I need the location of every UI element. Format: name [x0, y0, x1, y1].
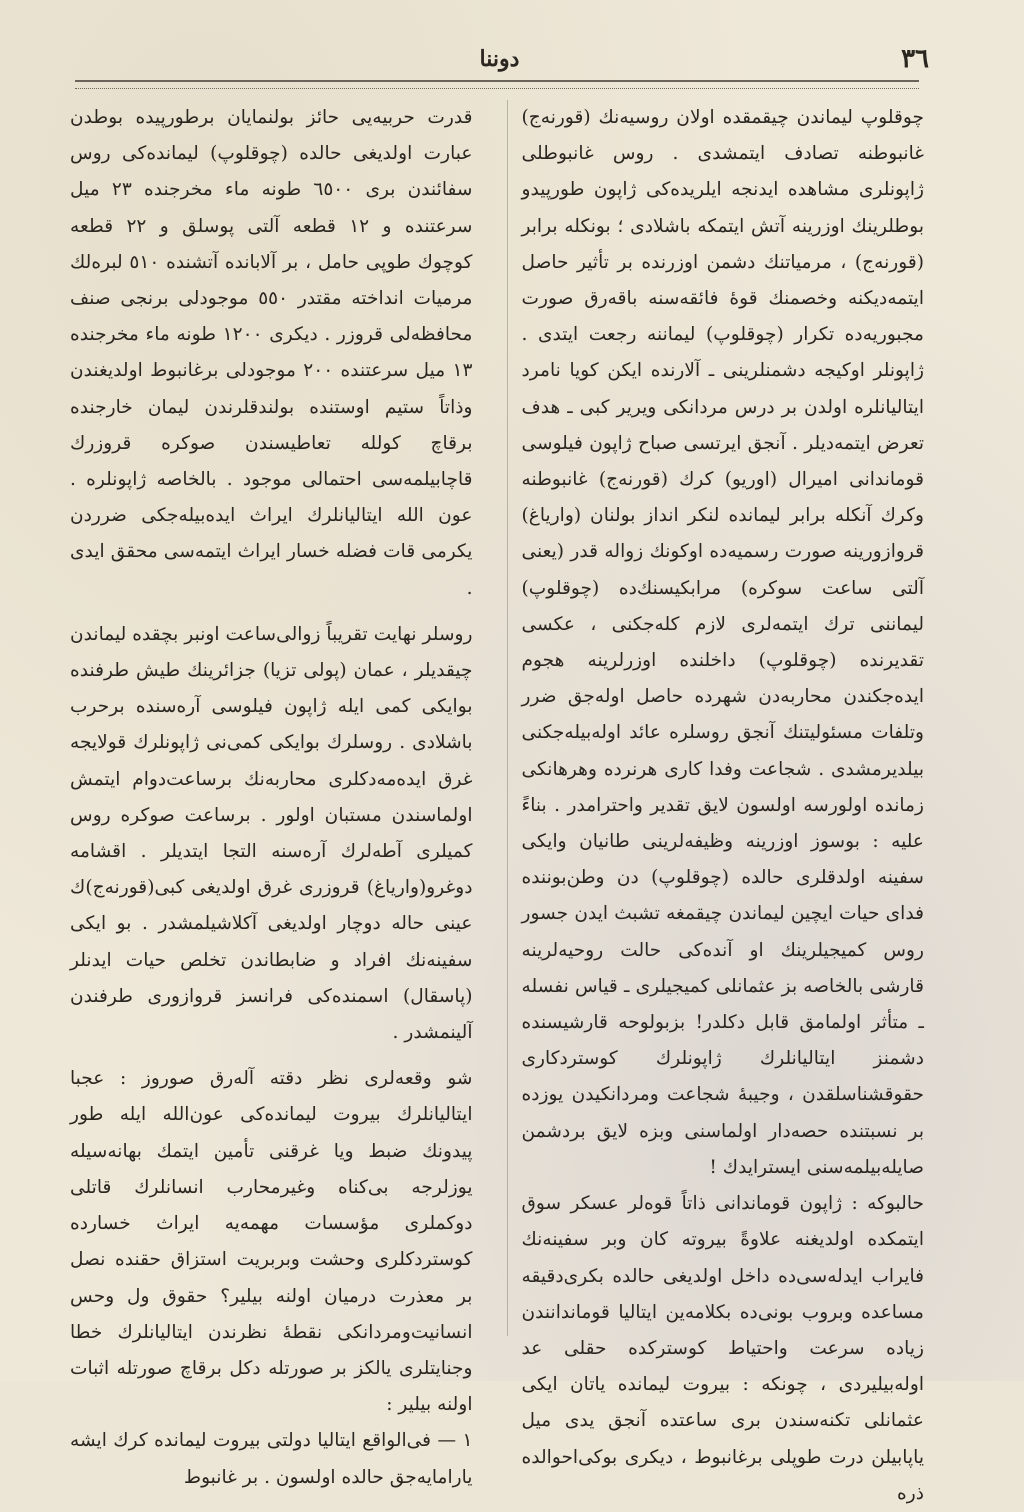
paragraph: ١ — فی‌الواقع ایتالیا دولتی بیروت لیمانده كرك ایشه یارامایه‌جق حالده اولسون . بر غانبوط — [70, 1430, 473, 1488]
running-title: دوننا — [479, 46, 520, 72]
right-column — [507, 100, 925, 1504]
paragraph: چوقلوپ لیماندن چیقمقده اولان روسیه‌نك (قورنه‌ج) غانبوطنه تصادف ایتمشدی . روس غانبوطلی ژاپونلری مشاهده ایدنجه ایلریده‌كی ژاپون طورپیدو بوطلرینك اوزرینه آتش ایتمكه باشلادی ؛ بونكله برابر (قورنه‌ج) ، مرمیاتنك دشمن اوزرنده بر تأثیر حاصل ایتمه‌دیكنه وخصمنك قوهٔ فائقه‌سنه باقه‌رق صورت مجبوریه‌ده تكرار (چوقلوپ) لیماننه رجعت ایتدی . ژاپونلر اوكیجه دشمنلرینی ـ آلارنده ایكن كویا نامرد ایتالیانلره اولدن بر درس مردانكی ویریر كبی ـ هدف تعرض ایتمه‌دیلر . آنجق ایرتسی صباح ژاپون فیلوسی قوماندانی امیرال (اوریو) كرك (قورنه‌ج) غانبوطنه وكرك آنكله برابر لیمانده لنكر انداز بولنان (واریاغ) قروازورینه صورت رسمیه‌ده اوكونك زواله قدر (یعنی آلتی ساعت سوكره) مرابكیسنك‌ده (چوقلوپ) لیماننی ترك ایتمه‌لری لازم كله‌جكنی ، عكسی تقدیرنده (چوقلوپ) داخلنده اوزرلرینه هجوم ایده‌جكندن محاربه‌دن شهرده حاصل اوله‌جق ضرر وتلفات مسئولیتنك آنجق روسلره عائد اوله‌بیله‌جكنی بیلدیرمشدی . شجاعت وفدا كاری هرنرده وهرهانكی زمانده اولورسه اولسون لایق تقدیر واحترامدر . بناءً علیه : بوسوز اوزرینه وظیفه‌لرینی طانیان وایكی سفینه اولدقلری حالده (چوقلوپ) دن وطن‌بوننده فدای حیات ایچین لیماندن چیقمغه تشبث ایدن جسور روس كمیجیلرینك او آنده‌كی حالت روحیه‌لرینه قارشی بالخاصه بز عثمانلی كمیجیلری ـ قیاس نفسله ـ متأثر اولمامق قابل دكلدر! بزبولوحه قارشیسنده دشمنز ایتالیانلرك ژاپونلرك كوستردكاری حقوقشناسلقدن ، وجیبهٔ شجاعت ومردانكیدن یوزده بر نسبتنده حصه‌دار اولماسنی وبزه لایق بردشمن صایله‌بیلمه‌سنی ایسترایدك ! — [521, 107, 924, 1178]
paragraph: قدرت حربیه‌یی حائز بولنمایان برطورپیده بوطدن عبارت اولدیغی حالده (چوقلوپ) لیمانده‌كی روس سفائندن بری ٦٥٠٠ طونه ماء مخرجنده ٢٣ میل سرعتنده و ١٢ قطعه آلتی پوسلق و ٢٢ قطعه كوچوك طوپی حامل ، بر آلابانده آتشنده ٥١٠ لبره‌لك مرمیات انداخته مقتدر ٥٥٠ موجودلی برنجی صنف محافظه‌لی قروزر . دیكری ١٢٠٠ طونه ماء مخرجنده ١٣ میل سرعتنده ٢٠٠ موجودلی برغانبوط اولدیغندن وذاتاً ستیم اوستنده بولندقلرندن لیمان خارجنده برقاچ كولله تعاطیسندن صوكره قروزرك قاچابیلمه‌سی احتمالی موجود . بالخاصه ژاپونلره . عون الله ایتالیانلرك ایراث ایده‌بیله‌جكی ضرردن یكرمی قات فضله‌ خسار ایراث ایتمه‌سی محقق ایدی . — [70, 107, 473, 599]
page-number: ٣٦ — [901, 44, 929, 74]
header-rule — [75, 80, 919, 89]
paragraph: شو وقعه‌لری نظر دقته آله‌رق صوروز : عجبا ایتالیانلرك بیروت لیمانده‌كی عون‌الله ایله طور پیدونك ضبط ویا غرقنی تأمین ایتمك بهانه‌سیله یوزلرجه بی‌كناه وغیرمحارب انسانلرك قاتلی دوكملری مؤسسات مهمه‌یه ایراث خسارده كوستردكلری وحشت وبربریت استزاق حقنده نصل بر معذرت درمیان اولنه بیلیر؟ حقوق ول وحس انسانیت‌ومردانكی نقطهٔ نظرندن ایتالیانلرك خطا وجنایتلری یالكز بر صورتله دكل برقاچ صورتله اثبات اولنه بیلیر : — [70, 1068, 473, 1416]
two-column-body — [70, 100, 924, 1504]
left-column — [70, 100, 473, 1488]
paragraph: حالبوكه : ژاپون قوماندانی ذاتاً قوه‌لر عسكر سوق ایتمكده اولدیغنه علاوةً بیروته كان وبر سفینه‌نك فایراب ایدله‌سی‌ده داخل اولدیغی حالده بكری‌دقیقه مساعده وبروب بونی‌ده بكلامه‌ین ایتالیا قوماندانندن زیاده سرعت واحتیاط كوستركده حقلی عد اوله‌بیلیردی ، چونكه : بیروت لیمانده یاتان ایكی عثمانلی تكنه‌سندن بری ساعتده آنجق یدی میل یاپابیلن درت طوپلی برغانبوط ، دیكری بوكی‌احوالده ذره — [521, 1193, 924, 1504]
paragraph: روسلر نهایت تقریباً زوالی‌ساعت اونبر بچقده لیماندن چیقدیلر ، عمان (پولی تزیا) جزائرینك طیش طرفنده بوایكی كمی ایله ژاپون فیلوسی آره‌سنده برحرب باشلادی . روسلرك بوایكی كمی‌نی ژاپونلرك قولایجه غرق ایده‌مه‌دكلری محاربه‌نك برساعت‌دوام ایتمش اولماسندن مستبان اولور . برساعت صوكره روس كمیلری آطه‌لرك آره‌سنه التجا ایتدیلر . اقشامه دوغرو(واریاغ) قروزری غرق اولدیغی كبی(قورنه‌ج)ك عینی حاله دوچار اولدیغی آكلاشیلمشدر . بو ایكی سفینه‌نك افراد و ضابطاندن تخلص حیات ایدنلر (پاسقال) اسمنده‌كی فرانسز قروازوری طرفندن آلینمشدر . — [70, 623, 473, 1044]
page-header — [70, 40, 929, 76]
